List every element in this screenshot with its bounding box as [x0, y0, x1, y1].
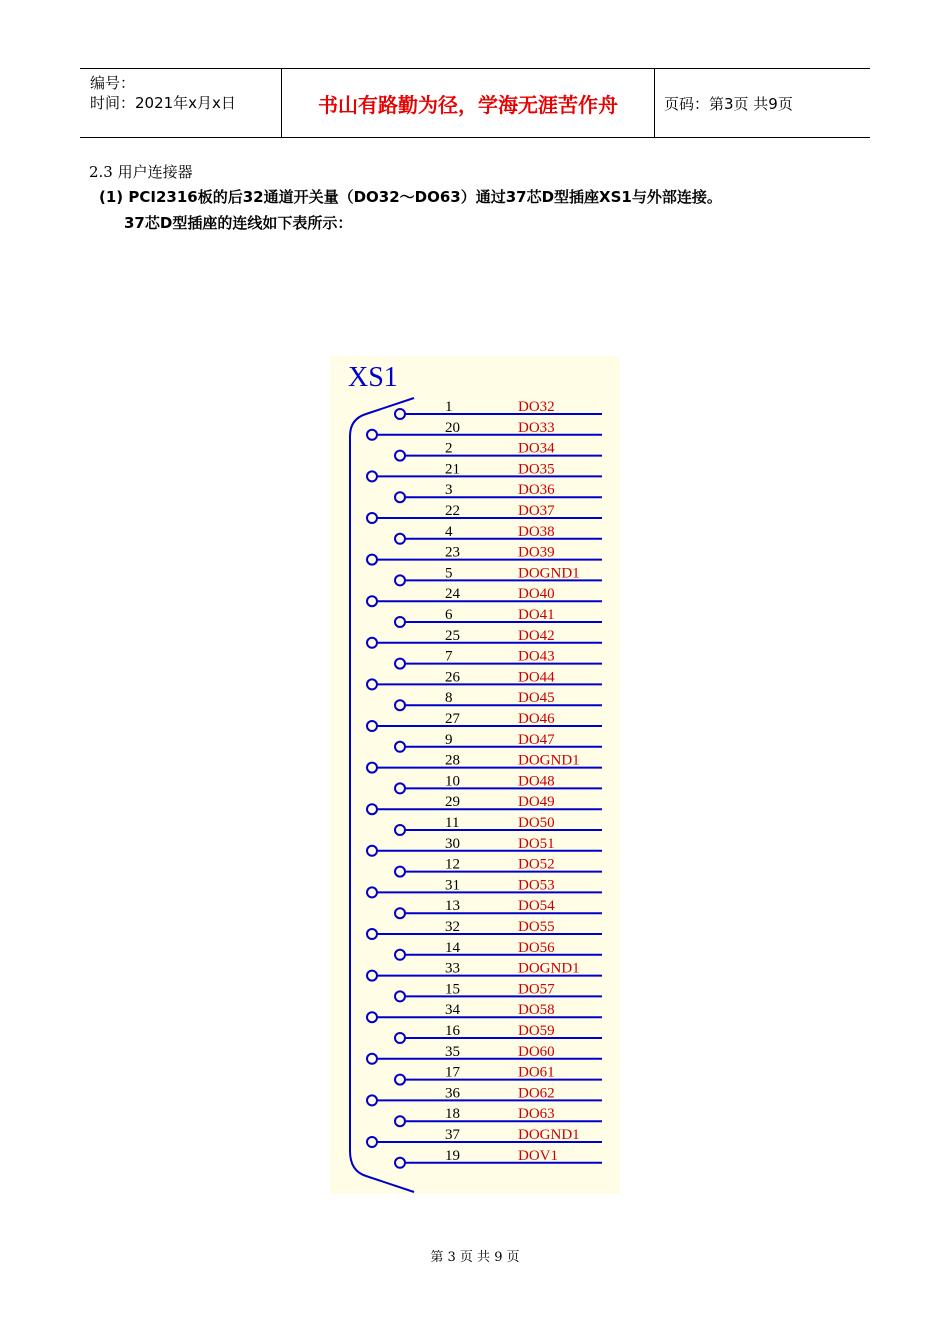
pin-number: 1: [445, 399, 453, 415]
pin-circle: [367, 1095, 377, 1105]
pin-circle: [367, 929, 377, 939]
pin-signal: DOGND1: [518, 565, 580, 582]
pin-number: 18: [445, 1106, 460, 1123]
pin-number: 20: [445, 419, 460, 436]
pin-signal: DO40: [518, 586, 555, 603]
header-time-label: 时间：2021年x月x日: [90, 94, 236, 112]
pin-signal: DO61: [518, 1064, 555, 1081]
pin-number: 6: [445, 607, 453, 623]
pin-signal: DO60: [518, 1043, 555, 1060]
pin-signal: DO34: [518, 440, 555, 457]
pin-signal: DO58: [518, 1002, 555, 1019]
header-motto: 书山有路勤为径，学海无涯苦作舟: [318, 92, 618, 117]
pin-signal: DO39: [518, 544, 555, 561]
pin-circle: [395, 575, 405, 585]
pin-number: 17: [445, 1064, 460, 1081]
header-divider: [654, 69, 655, 137]
pin-circle: [395, 825, 405, 835]
paragraph-1: (1) PCI2316板的后32通道开关量（DO32～DO63）通过37芯D型插座XS1与外部连接。: [99, 188, 722, 206]
pin-circle: [367, 1137, 377, 1147]
header-meta: [90, 73, 236, 113]
pin-number: 13: [445, 898, 460, 915]
pin-circle: [367, 721, 377, 731]
pin-circle: [367, 471, 377, 481]
pin-signal: DO50: [518, 815, 555, 831]
pin-signal: DOGND1: [518, 1127, 580, 1143]
pin-number: 19: [445, 1147, 460, 1164]
pin-number: 35: [445, 1043, 460, 1060]
pin-number: 10: [445, 773, 460, 790]
pin-number: 24: [445, 586, 460, 603]
pin-number: 2: [445, 440, 453, 457]
paragraph-2: 37芯D型插座的连线如下表所示：: [124, 214, 353, 232]
pin-circle: [395, 908, 405, 918]
pin-number: 21: [445, 461, 460, 478]
pin-circle: [367, 513, 377, 523]
connector-diagram: [330, 356, 620, 1194]
pin-signal: DO37: [518, 503, 555, 519]
pin-signal: DO49: [518, 794, 555, 811]
pin-signal: DOGND1: [518, 752, 580, 769]
pin-number: 26: [445, 669, 460, 686]
pin-signal: DO38: [518, 523, 555, 540]
pin-number: 36: [445, 1085, 460, 1102]
pin-number: 22: [445, 503, 460, 519]
pin-circle: [395, 742, 405, 752]
pin-signal: DO55: [518, 919, 555, 935]
connector-title: XS1: [348, 362, 398, 393]
pin-signal: DO35: [518, 461, 555, 478]
pin-number: 29: [445, 794, 460, 811]
pin-number: 4: [445, 523, 453, 540]
pin-number: 37: [445, 1127, 460, 1143]
pin-number: 31: [445, 877, 460, 894]
pin-number: 16: [445, 1023, 460, 1039]
pin-circle: [395, 867, 405, 877]
pin-circle: [395, 991, 405, 1001]
pin-number: 33: [445, 960, 460, 977]
pin-number: 15: [445, 981, 460, 998]
pin-signal: DOGND1: [518, 960, 580, 977]
pin-circle: [367, 763, 377, 773]
pin-circle: [395, 1158, 405, 1168]
pin-circle: [395, 534, 405, 544]
pin-signal: DO46: [518, 711, 555, 727]
pin-circle: [395, 1075, 405, 1085]
pin-circle: [395, 950, 405, 960]
pin-number: 27: [445, 711, 460, 727]
pin-number: 32: [445, 919, 460, 935]
pin-signal: DO44: [518, 669, 555, 686]
pin-circle: [367, 846, 377, 856]
pin-number: 3: [445, 482, 453, 499]
pin-circle: [367, 971, 377, 981]
pin-number: 25: [445, 627, 460, 644]
pin-signal: DO41: [518, 607, 555, 623]
pin-signal: DO56: [518, 939, 555, 956]
pin-circle: [395, 659, 405, 669]
pin-number: 23: [445, 544, 460, 561]
pin-circle: [367, 804, 377, 814]
pin-circle: [367, 887, 377, 897]
pin-signal: DO33: [518, 419, 555, 436]
pin-signal: DO36: [518, 482, 555, 499]
pin-number: 14: [445, 939, 460, 956]
pin-circle: [367, 430, 377, 440]
pin-number: 11: [445, 815, 460, 831]
pin-number: 7: [445, 648, 453, 665]
header-page-label: 页码：第3页 共9页: [664, 94, 793, 113]
pin-signal: DO62: [518, 1085, 555, 1102]
pin-circle: [395, 700, 405, 710]
pin-number: 34: [445, 1002, 460, 1019]
page-footer: 第 3 页 共 9 页: [430, 1250, 520, 1265]
pin-circle: [367, 679, 377, 689]
header-number-label: 编号：: [90, 74, 136, 92]
pin-circle: [395, 617, 405, 627]
pin-signal: DO47: [518, 731, 555, 748]
pin-circle: [395, 492, 405, 502]
pin-circle: [395, 1033, 405, 1043]
section-title: 2.3 用户连接器: [89, 163, 193, 181]
pin-circle: [395, 409, 405, 419]
pin-circle: [367, 1054, 377, 1064]
pin-circle: [367, 555, 377, 565]
pin-number: 8: [445, 690, 453, 707]
pin-circle: [367, 596, 377, 606]
pin-signal: DO45: [518, 690, 555, 707]
pin-signal: DO51: [518, 835, 555, 852]
pin-signal: DO42: [518, 627, 555, 644]
pin-signal: DOV1: [518, 1147, 558, 1164]
pin-signal: DO57: [518, 981, 555, 998]
pin-signal: DO43: [518, 648, 555, 665]
pin-number: 12: [445, 856, 460, 873]
pin-circle: [395, 1116, 405, 1126]
pin-signal: DO54: [518, 898, 555, 915]
pin-circle: [395, 451, 405, 461]
pin-circle: [367, 638, 377, 648]
pin-signal: DO48: [518, 773, 555, 790]
page-header: [80, 68, 870, 138]
pin-signal: DO32: [518, 399, 555, 415]
pin-number: 5: [445, 565, 453, 582]
pin-signal: DO63: [518, 1106, 555, 1123]
pin-circle: [367, 1012, 377, 1022]
pin-signal: DO52: [518, 856, 555, 873]
pin-number: 28: [445, 752, 460, 769]
pin-number: 30: [445, 835, 460, 852]
pin-number: 9: [445, 731, 453, 748]
pin-circle: [395, 783, 405, 793]
pin-signal: DO53: [518, 877, 555, 894]
pin-signal: DO59: [518, 1023, 555, 1039]
